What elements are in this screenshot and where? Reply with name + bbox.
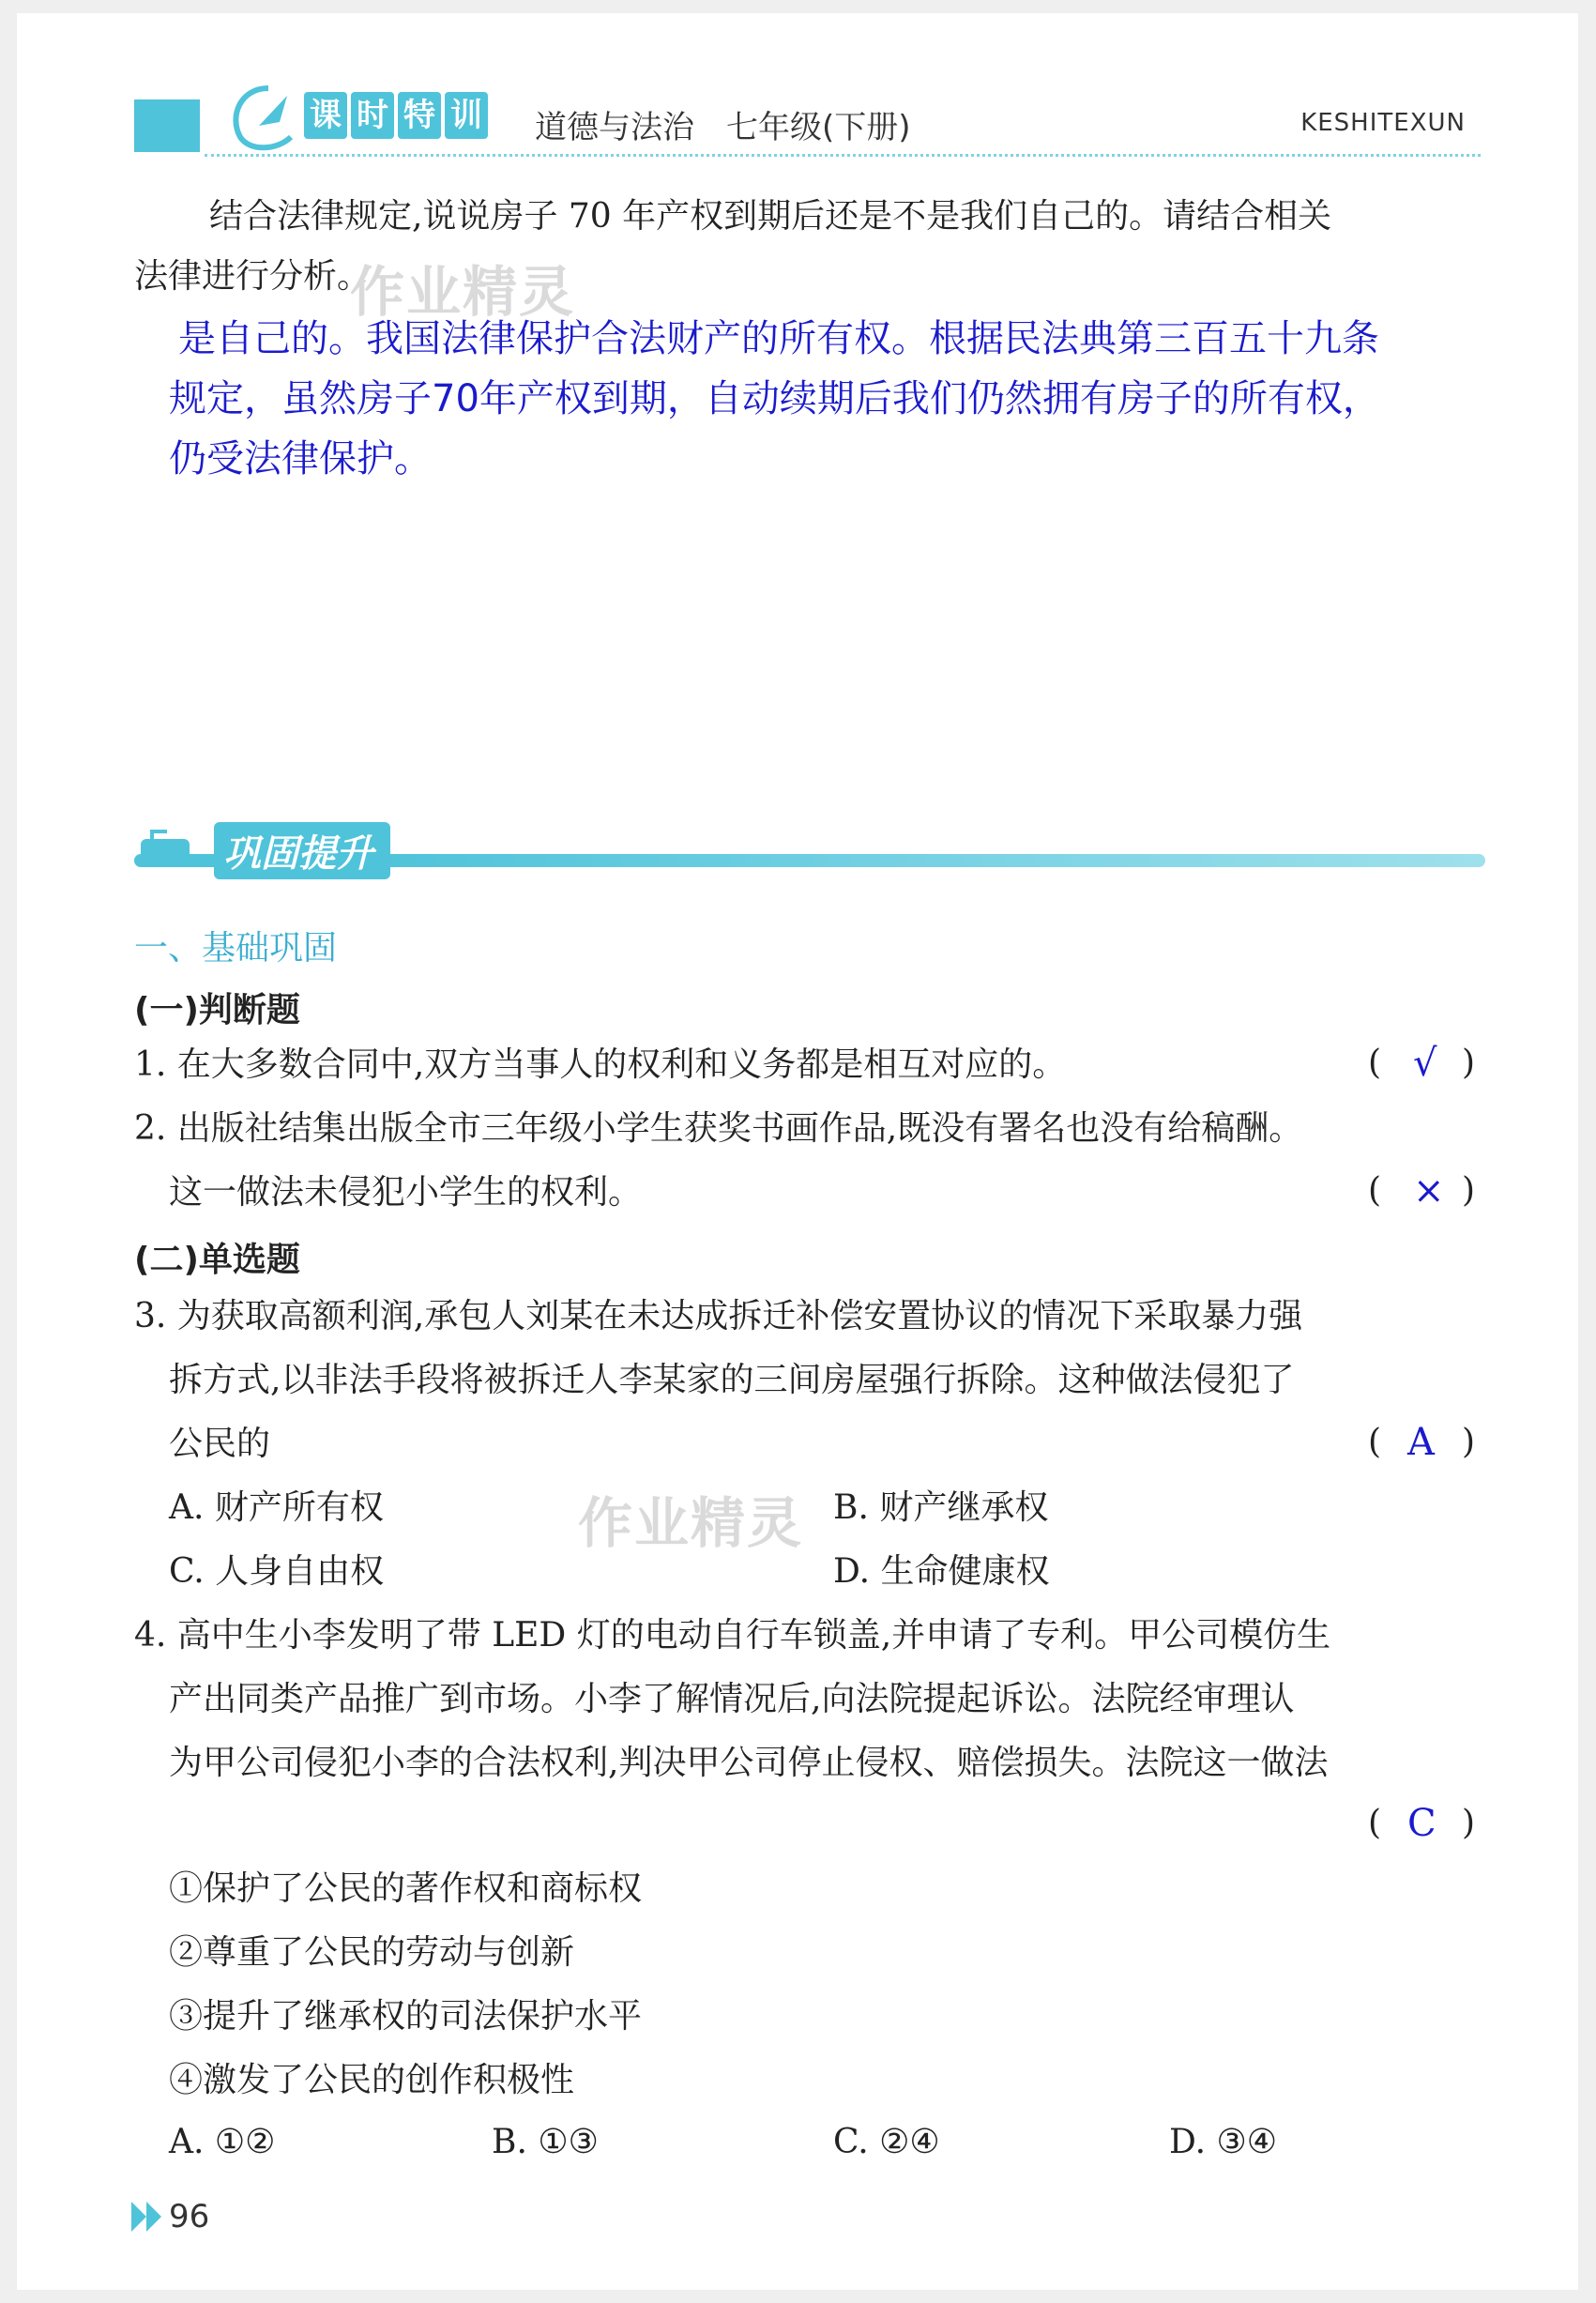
- answer-paren-right: ): [1462, 1044, 1476, 1082]
- subsection-heading: (二)单选题: [134, 1241, 300, 1279]
- answer-paren-left: (: [1368, 1171, 1382, 1210]
- watermark-logo: 作业精灵: [350, 260, 576, 324]
- question-4-text: 产出同类产品推广到市场。小李了解情况后,向法院提起诉讼。法院经审理认: [169, 1680, 1295, 1718]
- answer-mark: A: [1407, 1421, 1435, 1464]
- question-2-text: 这一做法未侵犯小学生的权利。: [169, 1173, 643, 1212]
- part-heading: 一、基础巩固: [134, 929, 338, 968]
- watermark-logo: 作业精灵: [578, 1491, 804, 1555]
- answer-paren-right: ): [1462, 1171, 1476, 1210]
- question-4-text: 4. 高中生小李发明了带 LED 灯的电动自行车锁盖,并申请了专利。甲公司模仿生: [134, 1616, 1331, 1655]
- subsection-heading: (一)判断题: [134, 991, 300, 1029]
- brand-char: 课: [304, 92, 347, 139]
- subject-title: 道德与法治 七年级(下册): [535, 109, 911, 146]
- option: B. ①③: [492, 2123, 599, 2161]
- workbook-page: [17, 13, 1578, 2290]
- handwritten-answer-line: 是自己的。我国法律保护合法财产的所有权。根据民法典第三百五十九条: [178, 317, 1379, 360]
- brand-title: [304, 92, 488, 139]
- answer-paren-left: (: [1368, 1044, 1382, 1082]
- statement: ①保护了公民的著作权和商标权: [169, 1869, 643, 1908]
- question-1-text: 1. 在大多数合同中,双方当事人的权利和义务都是相互对应的。: [134, 1045, 1067, 1084]
- intro-question-line: 结合法律规定,说说房子 70 年产权到期后还是不是我们自己的。请结合相关: [209, 197, 1332, 236]
- handwritten-answer-line: 规定，虽然房子70年产权到期，自动续期后我们仍然拥有房子的所有权，: [169, 377, 1380, 420]
- option: A. ①②: [169, 2123, 276, 2161]
- option: C. 人身自由权: [169, 1552, 385, 1591]
- option: D. ③④: [1169, 2123, 1278, 2161]
- answer-paren-right: ): [1462, 1804, 1476, 1842]
- answer-paren-left: (: [1368, 1423, 1382, 1461]
- option: A. 财产所有权: [169, 1488, 384, 1527]
- statement: ②尊重了公民的劳动与创新: [169, 1933, 575, 1972]
- question-3-text: 3. 为获取高额利润,承包人刘某在未达成拆迁补偿安置协议的情况下采取暴力强: [134, 1297, 1303, 1335]
- header-color-block: [134, 99, 200, 152]
- answer-mark: C: [1407, 1802, 1436, 1845]
- option: D. 生命健康权: [833, 1552, 1050, 1591]
- answer-mark: ×: [1413, 1169, 1445, 1213]
- statement: ③提升了继承权的司法保护水平: [169, 1997, 643, 2036]
- handwritten-answer-line: 仍受法律保护。: [169, 437, 432, 480]
- page-number: 96: [169, 2198, 210, 2235]
- question-2-text: 2. 出版社结集出版全市三年级小学生获奖书画作品,既没有署名也没有给稿酬。: [134, 1109, 1303, 1148]
- brand-char: 时: [351, 92, 394, 139]
- answer-paren-right: ): [1462, 1423, 1476, 1461]
- answer-mark: √: [1413, 1042, 1437, 1085]
- question-3-text: 拆方式,以非法手段将被拆迁人李某家的三间房屋强行拆除。这种做法侵犯了: [169, 1361, 1295, 1399]
- statement: ④激发了公民的创作积极性: [169, 2061, 575, 2099]
- brand-char: 训: [445, 92, 488, 139]
- header-divider: [205, 154, 1481, 157]
- question-4-text: 为甲公司侵犯小李的合法权利,判决甲公司停止侵权、赔偿损失。法院这一做法: [169, 1744, 1329, 1782]
- double-chevron-icon: [129, 2200, 167, 2234]
- brand-char: 特: [398, 92, 441, 139]
- section-banner-title: 巩固提升: [214, 822, 390, 879]
- answer-paren-left: (: [1368, 1804, 1382, 1842]
- option: C. ②④: [833, 2123, 940, 2161]
- intro-question-line: 法律进行分析。: [134, 257, 372, 296]
- option: B. 财产继承权: [833, 1488, 1049, 1527]
- quill-logo-icon: [221, 79, 315, 154]
- question-3-text: 公民的: [169, 1425, 271, 1463]
- brand-latin: KESHITEXUN: [1300, 109, 1466, 137]
